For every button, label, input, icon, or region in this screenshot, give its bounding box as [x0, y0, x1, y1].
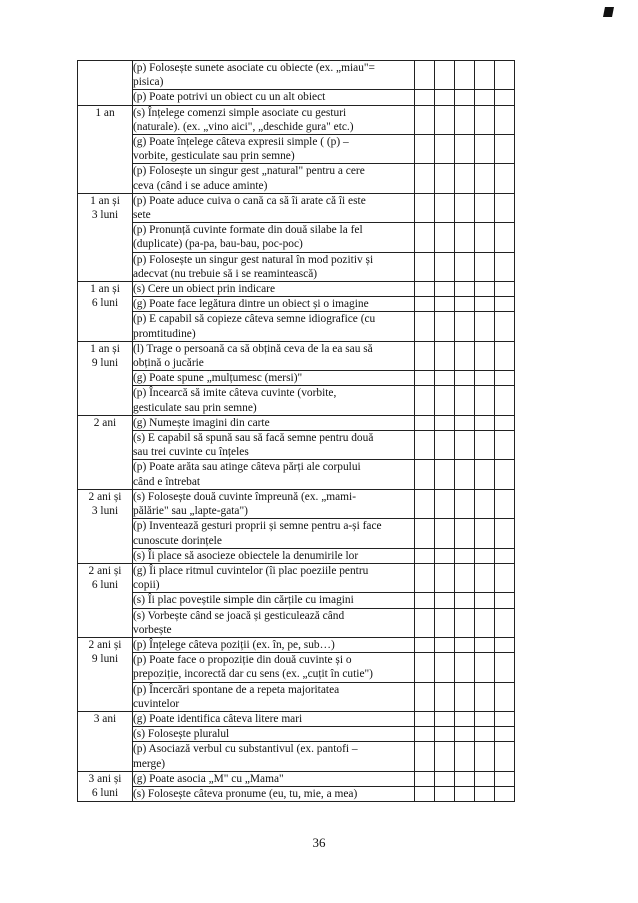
check-cell[interactable]	[455, 312, 475, 341]
check-cell[interactable]	[495, 105, 515, 134]
skill-description-cell	[133, 786, 415, 801]
check-cell[interactable]	[415, 637, 435, 652]
check-cell[interactable]	[475, 105, 495, 134]
age-cell	[78, 193, 133, 281]
skill-description: (s) Îi place să asocieze obiectele la denumirile lor	[133, 549, 359, 562]
check-cell[interactable]	[435, 548, 455, 563]
check-cell[interactable]	[455, 786, 475, 801]
table-row	[78, 548, 515, 563]
skill-description-cell	[133, 386, 415, 415]
check-cell[interactable]	[495, 90, 515, 105]
check-cell[interactable]	[415, 682, 435, 711]
check-cell[interactable]	[455, 771, 475, 786]
check-cell[interactable]	[415, 297, 435, 312]
skill-description-cell	[133, 312, 415, 341]
check-cell[interactable]	[475, 90, 495, 105]
check-cell[interactable]	[475, 386, 495, 415]
check-cell[interactable]	[415, 593, 435, 608]
age-cell	[78, 563, 133, 637]
check-cell[interactable]	[475, 371, 495, 386]
check-cell[interactable]	[495, 563, 515, 592]
check-cell[interactable]	[415, 653, 435, 682]
check-cell[interactable]	[455, 637, 475, 652]
check-cell[interactable]	[475, 742, 495, 771]
check-cell[interactable]	[495, 386, 515, 415]
check-cell[interactable]	[475, 297, 495, 312]
check-cell[interactable]	[435, 297, 455, 312]
check-cell[interactable]	[455, 105, 475, 134]
check-cell[interactable]	[495, 593, 515, 608]
check-cell[interactable]	[455, 548, 475, 563]
skill-description: (p) Folosește sunete asociate cu obiecte (ex. „miau"= pisica)	[133, 62, 375, 89]
check-cell[interactable]	[475, 727, 495, 742]
check-cell[interactable]	[435, 489, 455, 518]
check-cell[interactable]	[475, 135, 495, 164]
skill-description: (s) Folosește câteva pronume (eu, tu, mie, a mea)	[133, 787, 358, 800]
check-cell[interactable]	[495, 61, 515, 90]
table-row	[78, 297, 515, 312]
check-cell[interactable]	[455, 61, 475, 90]
check-cell[interactable]	[455, 563, 475, 592]
skill-description-cell	[133, 252, 415, 281]
skill-description: (g) Poate spune „mulțumesc (mersi)"	[133, 372, 303, 385]
table-row	[78, 282, 515, 297]
check-cell[interactable]	[475, 637, 495, 652]
check-cell[interactable]	[415, 164, 435, 193]
check-cell[interactable]	[415, 223, 435, 252]
check-cell[interactable]	[495, 548, 515, 563]
age-cell	[78, 637, 133, 711]
skill-description: (p) Poate potrivi un obiect cu un alt obiect	[133, 91, 326, 104]
check-cell[interactable]	[435, 771, 455, 786]
check-cell[interactable]	[435, 223, 455, 252]
table-row	[78, 771, 515, 786]
check-cell[interactable]	[475, 282, 495, 297]
check-cell[interactable]	[455, 282, 475, 297]
table-row	[78, 61, 515, 90]
check-cell[interactable]	[455, 386, 475, 415]
check-cell[interactable]	[455, 742, 475, 771]
skill-description-cell	[133, 653, 415, 682]
table-row	[78, 371, 515, 386]
age-label: 1 an și 9 luni	[90, 342, 120, 370]
table-row	[78, 193, 515, 222]
check-cell[interactable]	[495, 711, 515, 726]
check-cell[interactable]	[455, 608, 475, 637]
skill-description: (s) Folosește pluralul	[133, 728, 230, 741]
table-row	[78, 608, 515, 637]
skill-description: (s) Vorbește când se joacă și gesticulează când vorbește	[133, 609, 345, 636]
skill-description: (g) Poate înțelege câteva expresii simple ( (p) – vorbite, gesticulate sau prin semne)	[133, 136, 349, 163]
age-label: 2 ani și 6 luni	[88, 564, 122, 592]
check-cell[interactable]	[495, 312, 515, 341]
skill-description-cell	[133, 415, 415, 430]
check-cell[interactable]	[415, 61, 435, 90]
check-cell[interactable]	[435, 682, 455, 711]
skill-description-cell	[133, 771, 415, 786]
check-cell[interactable]	[455, 297, 475, 312]
table-row	[78, 415, 515, 430]
skill-description-cell	[133, 105, 415, 134]
table-row	[78, 489, 515, 518]
check-cell[interactable]	[415, 415, 435, 430]
table-body	[78, 61, 515, 802]
skill-description: (p) Folosește un singur gest natural în mod pozitiv și adecvat (nu trebuie să i se reamintească)	[133, 253, 374, 280]
check-cell[interactable]	[475, 519, 495, 548]
check-cell[interactable]	[415, 431, 435, 460]
skill-description: (s) Cere un obiect prin indicare	[133, 283, 276, 296]
check-cell[interactable]	[435, 90, 455, 105]
skill-description: (l) Trage o persoană ca să obțină ceva de la ea sau să obțină o jucărie	[133, 342, 373, 370]
check-cell[interactable]	[455, 460, 475, 489]
check-cell[interactable]	[435, 61, 455, 90]
skill-description-cell	[133, 297, 415, 312]
check-cell[interactable]	[455, 727, 475, 742]
check-cell[interactable]	[415, 608, 435, 637]
skill-description-cell	[133, 593, 415, 608]
check-cell[interactable]	[415, 371, 435, 386]
age-cell	[78, 771, 133, 801]
check-cell[interactable]	[495, 415, 515, 430]
skill-description: (s) Folosește două cuvinte împreună (ex. „mami- pălărie" sau „lapte-gata")	[133, 490, 357, 518]
page-number: 36	[312, 835, 326, 850]
skill-description-cell	[133, 61, 415, 90]
check-cell[interactable]	[495, 742, 515, 771]
check-cell[interactable]	[475, 653, 495, 682]
skill-description-cell	[133, 563, 415, 592]
age-label: 3 ani și 6 luni	[88, 772, 122, 799]
skill-description-cell	[133, 742, 415, 771]
check-cell[interactable]	[415, 341, 435, 370]
table-row	[78, 252, 515, 281]
age-cell	[78, 711, 133, 771]
table-row	[78, 164, 515, 193]
check-cell[interactable]	[475, 460, 495, 489]
check-cell[interactable]	[475, 431, 495, 460]
skill-description-cell	[133, 711, 415, 726]
check-cell[interactable]	[415, 519, 435, 548]
check-cell[interactable]	[475, 164, 495, 193]
age-label: 3 ani	[93, 712, 117, 725]
check-cell[interactable]	[435, 193, 455, 222]
check-cell[interactable]	[455, 682, 475, 711]
age-label: 2 ani și 9 luni	[88, 638, 122, 666]
skill-description-cell	[133, 282, 415, 297]
table-row	[78, 90, 515, 105]
check-cell[interactable]	[415, 786, 435, 801]
skill-description-cell	[133, 164, 415, 193]
check-cell[interactable]	[455, 90, 475, 105]
check-cell[interactable]	[435, 742, 455, 771]
skill-description: (p) Poate face o propoziție din două cuvinte și o prepoziție, incorectă dar cu sens (ex. „cuțit în cutie")	[133, 654, 373, 681]
check-cell[interactable]	[475, 593, 495, 608]
skill-description: (p) Înțelege câteva poziții (ex. în, pe, sub…)	[133, 638, 335, 651]
check-cell[interactable]	[495, 608, 515, 637]
check-cell[interactable]	[495, 193, 515, 222]
check-cell[interactable]	[435, 371, 455, 386]
skill-description: (g) Poate identifica câteva litere mari	[133, 712, 303, 725]
skill-description: (p) Inventează gesturi proprii și semne pentru a-și face cunoscute dorințele	[133, 520, 382, 547]
table-row	[78, 312, 515, 341]
check-cell[interactable]	[495, 164, 515, 193]
skill-description-cell	[133, 727, 415, 742]
check-cell[interactable]	[455, 135, 475, 164]
skill-description-cell	[133, 682, 415, 711]
skill-description-cell	[133, 637, 415, 652]
table-row	[78, 742, 515, 771]
skill-description-cell	[133, 489, 415, 518]
age-label: 2 ani	[93, 416, 117, 429]
check-cell[interactable]	[415, 312, 435, 341]
table-row	[78, 135, 515, 164]
check-cell[interactable]	[495, 371, 515, 386]
check-cell[interactable]	[415, 282, 435, 297]
skill-description: (p) Încercări spontane de a repeta majoritatea cuvintelor	[133, 683, 340, 710]
table-row	[78, 341, 515, 370]
table-row	[78, 682, 515, 711]
check-cell[interactable]	[415, 193, 435, 222]
check-cell[interactable]	[495, 282, 515, 297]
check-cell[interactable]	[475, 223, 495, 252]
check-cell[interactable]	[475, 415, 495, 430]
skill-description: (p) Încearcă să imite câteva cuvinte (vorbite, gesticulate sau prin semne)	[133, 387, 337, 414]
skill-description-cell	[133, 135, 415, 164]
check-cell[interactable]	[495, 489, 515, 518]
skill-description: (g) Numește imagini din carte	[133, 416, 270, 429]
check-cell[interactable]	[435, 637, 455, 652]
skill-description: (s) Înțelege comenzi simple asociate cu gesturi (naturale). (ex. „vino aici", „deschide gura" etc.)	[133, 106, 354, 133]
age-label: 1 an	[95, 106, 115, 119]
check-cell[interactable]	[435, 519, 455, 548]
check-cell[interactable]	[415, 489, 435, 518]
check-cell[interactable]	[415, 105, 435, 134]
check-cell[interactable]	[435, 563, 455, 592]
check-cell[interactable]	[435, 282, 455, 297]
check-cell[interactable]	[455, 415, 475, 430]
table-row	[78, 386, 515, 415]
check-cell[interactable]	[495, 431, 515, 460]
age-cell	[78, 61, 133, 106]
check-cell[interactable]	[415, 386, 435, 415]
table-row	[78, 563, 515, 592]
check-cell[interactable]	[495, 519, 515, 548]
check-cell[interactable]	[475, 771, 495, 786]
age-cell	[78, 489, 133, 563]
check-cell[interactable]	[435, 786, 455, 801]
table-row	[78, 519, 515, 548]
table-row	[78, 727, 515, 742]
check-cell[interactable]	[455, 711, 475, 726]
check-cell[interactable]	[475, 193, 495, 222]
check-cell[interactable]	[455, 252, 475, 281]
check-cell[interactable]	[435, 135, 455, 164]
check-cell[interactable]	[495, 341, 515, 370]
age-label: 2 ani și 3 luni	[88, 490, 122, 518]
table-row	[78, 593, 515, 608]
skill-description: (s) Îi plac poveștile simple din cărțile cu imagini	[133, 594, 354, 607]
check-cell[interactable]	[495, 135, 515, 164]
table-row	[78, 105, 515, 134]
check-cell[interactable]	[415, 771, 435, 786]
skill-description-cell	[133, 223, 415, 252]
check-cell[interactable]	[435, 252, 455, 281]
check-cell[interactable]	[435, 593, 455, 608]
check-cell[interactable]	[415, 742, 435, 771]
skill-description-cell	[133, 371, 415, 386]
check-cell[interactable]	[455, 223, 475, 252]
check-cell[interactable]	[475, 563, 495, 592]
age-cell	[78, 105, 133, 193]
check-cell[interactable]	[455, 593, 475, 608]
check-cell[interactable]	[435, 431, 455, 460]
age-cell	[78, 341, 133, 415]
skill-description-cell	[133, 431, 415, 460]
check-cell[interactable]	[415, 135, 435, 164]
check-cell[interactable]	[495, 297, 515, 312]
check-cell[interactable]	[455, 371, 475, 386]
table-row	[78, 223, 515, 252]
check-cell[interactable]	[435, 105, 455, 134]
skill-description-cell	[133, 90, 415, 105]
skill-description: (p) Asociază verbul cu substantivul (ex. pantofi – merge)	[133, 743, 358, 770]
check-cell[interactable]	[415, 90, 435, 105]
skill-description-cell	[133, 608, 415, 637]
check-cell[interactable]	[415, 727, 435, 742]
check-cell[interactable]	[475, 312, 495, 341]
skill-description: (p) Pronunță cuvinte formate din două silabe la fel (duplicate) (pa-pa, bau-bau, poc-poc)	[133, 224, 363, 251]
skill-description: (p) Poate aduce cuiva o cană ca să îi arate că îi este sete	[133, 194, 366, 222]
check-cell[interactable]	[415, 711, 435, 726]
skill-description-cell	[133, 341, 415, 370]
skill-description: (p) E capabil să copieze câteva semne idiografice (cu promtitudine)	[133, 313, 376, 340]
check-cell[interactable]	[435, 341, 455, 370]
check-cell[interactable]	[435, 312, 455, 341]
skill-description: (g) Poate face legătura dintre un obiect și o imagine	[133, 298, 369, 311]
table-row	[78, 637, 515, 652]
skill-description: (g) Poate asocia „M" cu „Mama"	[133, 772, 284, 785]
check-cell[interactable]	[495, 771, 515, 786]
corner-mark	[603, 7, 614, 17]
check-cell[interactable]	[495, 223, 515, 252]
table-row	[78, 431, 515, 460]
check-cell[interactable]	[495, 252, 515, 281]
check-cell[interactable]	[415, 563, 435, 592]
age-label: 1 an și 3 luni	[90, 194, 120, 222]
age-cell	[78, 415, 133, 489]
check-cell[interactable]	[415, 460, 435, 489]
check-cell[interactable]	[495, 682, 515, 711]
skill-description: (s) E capabil să spună sau să facă semne pentru două sau trei cuvinte cu înțeles	[133, 432, 374, 459]
check-cell[interactable]	[435, 727, 455, 742]
skill-description-cell	[133, 193, 415, 222]
check-cell[interactable]	[475, 682, 495, 711]
check-cell[interactable]	[435, 386, 455, 415]
check-cell[interactable]	[495, 637, 515, 652]
check-cell[interactable]	[415, 548, 435, 563]
check-cell[interactable]	[475, 61, 495, 90]
check-cell[interactable]	[415, 252, 435, 281]
skill-description: (p) Folosește un singur gest „natural" pentru a cere ceva (când i se aduce aminte)	[133, 165, 365, 192]
check-cell[interactable]	[435, 460, 455, 489]
check-cell[interactable]	[495, 786, 515, 801]
check-cell[interactable]	[435, 711, 455, 726]
check-cell[interactable]	[495, 727, 515, 742]
check-cell[interactable]	[435, 415, 455, 430]
check-cell[interactable]	[475, 548, 495, 563]
skill-description: (p) Poate arăta sau atinge câteva părți ale corpului când e întrebat	[133, 461, 361, 488]
skill-description-cell	[133, 548, 415, 563]
skill-description: (g) Îi place ritmul cuvintelor (îi plac poeziile pentru copii)	[133, 564, 369, 592]
check-cell[interactable]	[475, 341, 495, 370]
check-cell[interactable]	[435, 608, 455, 637]
skill-description-cell	[133, 519, 415, 548]
check-cell[interactable]	[475, 711, 495, 726]
check-cell[interactable]	[475, 489, 495, 518]
check-cell[interactable]	[455, 193, 475, 222]
table-row	[78, 786, 515, 801]
table-row	[78, 653, 515, 682]
check-cell[interactable]	[495, 653, 515, 682]
skill-description-cell	[133, 460, 415, 489]
check-cell[interactable]	[455, 431, 475, 460]
check-cell[interactable]	[455, 519, 475, 548]
check-cell[interactable]	[455, 341, 475, 370]
check-cell[interactable]	[475, 786, 495, 801]
check-cell[interactable]	[455, 489, 475, 518]
age-label: 1 an și 6 luni	[90, 283, 120, 310]
check-cell[interactable]	[475, 608, 495, 637]
check-cell[interactable]	[435, 164, 455, 193]
table-row	[78, 460, 515, 489]
table-row	[78, 711, 515, 726]
check-cell[interactable]	[495, 460, 515, 489]
age-cell	[78, 282, 133, 342]
check-cell[interactable]	[455, 164, 475, 193]
development-checklist-table	[77, 60, 515, 802]
check-cell[interactable]	[435, 653, 455, 682]
check-cell[interactable]	[475, 252, 495, 281]
check-cell[interactable]	[455, 653, 475, 682]
